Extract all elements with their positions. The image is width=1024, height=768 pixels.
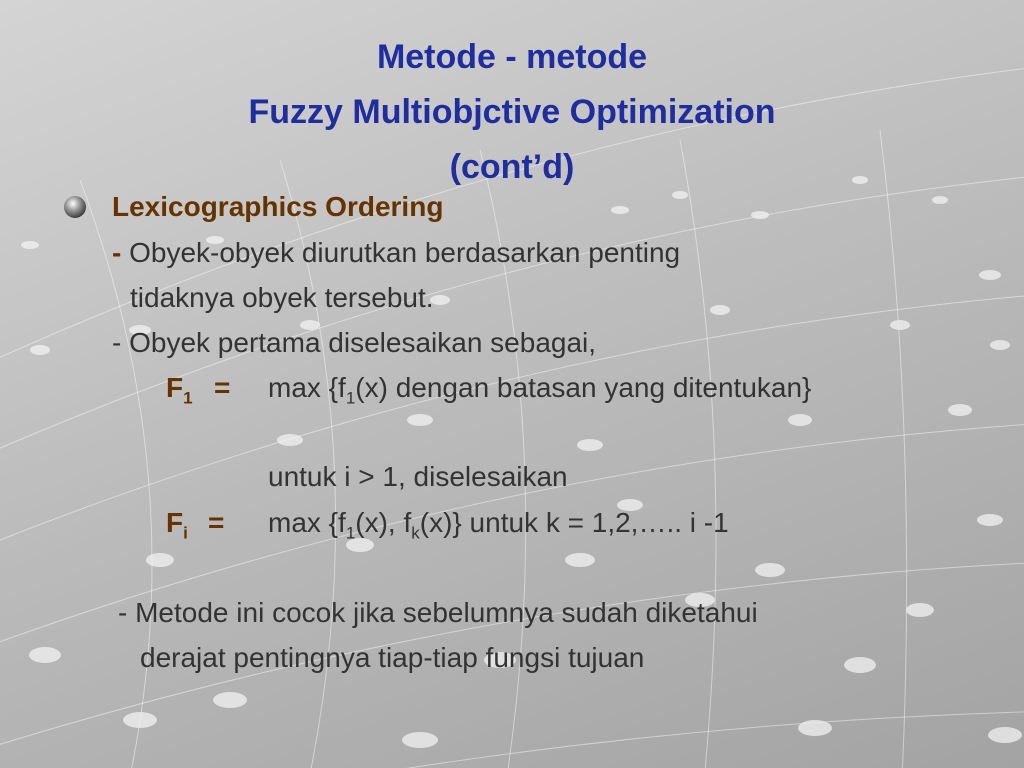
fi-rhs-sub-1: 1 <box>345 523 356 543</box>
fi-rhs-a: max {f <box>268 507 346 538</box>
section-heading: Lexicographics Ordering <box>112 191 444 222</box>
f1-rhs <box>268 371 812 408</box>
f1-subscript: 1 <box>183 388 193 408</box>
fi-rhs-b: (x), f <box>355 507 412 538</box>
fi-rhs-sub-k: k <box>411 523 420 543</box>
f1-rhs-pre: max {f <box>268 372 346 403</box>
point-3-line-1: - Metode ini cocok jika sebelumnya sudah diketahui <box>118 597 758 628</box>
f1-rhs-sub: 1 <box>345 388 356 408</box>
point-1-line-2: tidaknya obyek tersebut. <box>130 282 434 313</box>
fi-lhs <box>166 506 188 543</box>
f1-equals: = <box>214 372 231 403</box>
fi-rhs <box>268 506 729 543</box>
sphere-bullet-icon <box>64 196 86 218</box>
slide-title-line-1: Metode - metode <box>376 38 648 76</box>
fi-subscript: i <box>183 523 188 543</box>
f1-lhs <box>166 371 193 408</box>
point-3-line-2: derajat pentingnya tiap-tiap fungsi tujuan <box>140 642 645 673</box>
f1-symbol: F <box>166 372 184 403</box>
dash-marker: - <box>112 237 122 268</box>
fi-rhs-c: (x)} untuk k = 1,2,….. i -1 <box>419 507 729 538</box>
fi-equals: = <box>208 507 225 538</box>
untuk-line: untuk i > 1, diselesaikan <box>268 461 568 492</box>
point-1-text: Obyek-obyek diurutkan berdasarkan penting <box>121 237 681 268</box>
slide-title-line-2: Fuzzy Multiobjctive Optimization <box>248 93 776 131</box>
point-2: - Obyek pertama diselesaikan sebagai, <box>112 327 597 358</box>
fi-symbol: F <box>166 507 184 538</box>
f1-rhs-post: (x) dengan batasan yang ditentukan} <box>355 372 812 403</box>
slide-title-line-3: (cont’d) <box>449 148 575 186</box>
slide-title <box>0 30 1024 195</box>
point-1-line-1 <box>112 236 680 270</box>
